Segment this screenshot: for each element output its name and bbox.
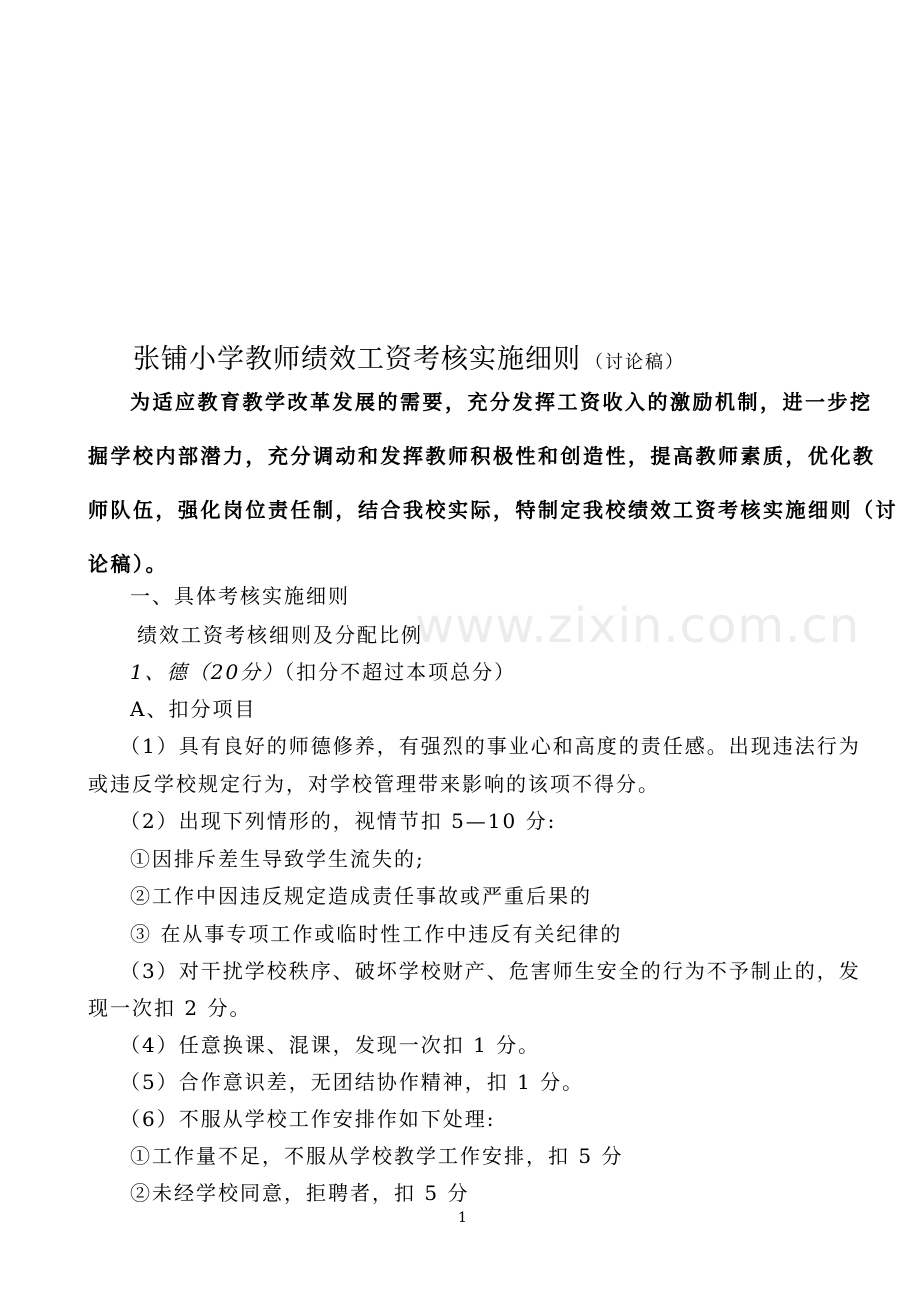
clause-6-item: ②未经学校同意，拒聘者，扣 5 分 bbox=[130, 1181, 470, 1205]
clause-1-line: 或违反学校规定行为，对学校管理带来影响的该项不得分。 bbox=[88, 772, 660, 796]
document-title: 张铺小学教师绩效工资考核实施细则 bbox=[133, 344, 581, 375]
item-1-label: 1、德（20分） bbox=[130, 660, 285, 684]
intro-line: 掘学校内部潜力，充分调动和发挥教师积极性和创造性，提高教师素质，优化教 bbox=[88, 444, 876, 468]
clause-2-item: ①因排斥差生导致学生流失的; bbox=[130, 847, 425, 871]
intro-line: 为适应教育教学改革发展的需要，充分发挥工资收入的激励机制，进一步挖 bbox=[130, 390, 873, 414]
page-number: 1 bbox=[458, 1210, 467, 1226]
section-heading: 一、具体考核实施细则 bbox=[130, 584, 350, 608]
watermark: www.zixin.com.cn bbox=[415, 598, 861, 654]
item-1 bbox=[130, 656, 516, 685]
deduction-heading: A、扣分项目 bbox=[130, 697, 257, 721]
item-1-note: （扣分不超过本项总分） bbox=[284, 660, 517, 684]
clause-5: （5）合作意识差，无团结协作精神，扣 1 分。 bbox=[120, 1070, 585, 1094]
clause-2: （2）出现下列情形的，视情节扣 5—10 分: bbox=[120, 809, 557, 833]
clause-1-line: （1）具有良好的师德修养，有强烈的事业心和高度的责任感。出现违法行为 bbox=[120, 734, 861, 758]
intro-paragraph bbox=[88, 375, 898, 591]
document-subtitle: （讨论稿） bbox=[585, 352, 685, 373]
intro-line: 论稿）。 bbox=[88, 552, 168, 576]
clause-6-item: ①工作量不足，不服从学校教学工作安排，扣 5 分 bbox=[130, 1144, 624, 1168]
title-line bbox=[133, 337, 685, 376]
subheading: 绩效工资考核细则及分配比例 bbox=[137, 623, 423, 647]
clause-2-item: ②工作中因违反规定造成责任事故或严重后果的 bbox=[130, 884, 592, 908]
clause-3-line: （3）对干扰学校秩序、破坏学校财产、危害师生安全的行为不予制止的，发 bbox=[120, 959, 861, 983]
clause-6: （6）不服从学校工作安排作如下处理: bbox=[120, 1107, 496, 1131]
clause-2-item: ③ 在从事专项工作或临时性工作中违反有关纪律的 bbox=[130, 922, 623, 946]
intro-line: 师队伍，强化岗位责任制，结合我校实际，特制定我校绩效工资考核实施细则（讨 bbox=[88, 498, 898, 522]
clause-4: （4）任意换课、混课，发现一次扣 1 分。 bbox=[120, 1033, 541, 1057]
clause-3-line: 现一次扣 2 分。 bbox=[88, 996, 252, 1020]
